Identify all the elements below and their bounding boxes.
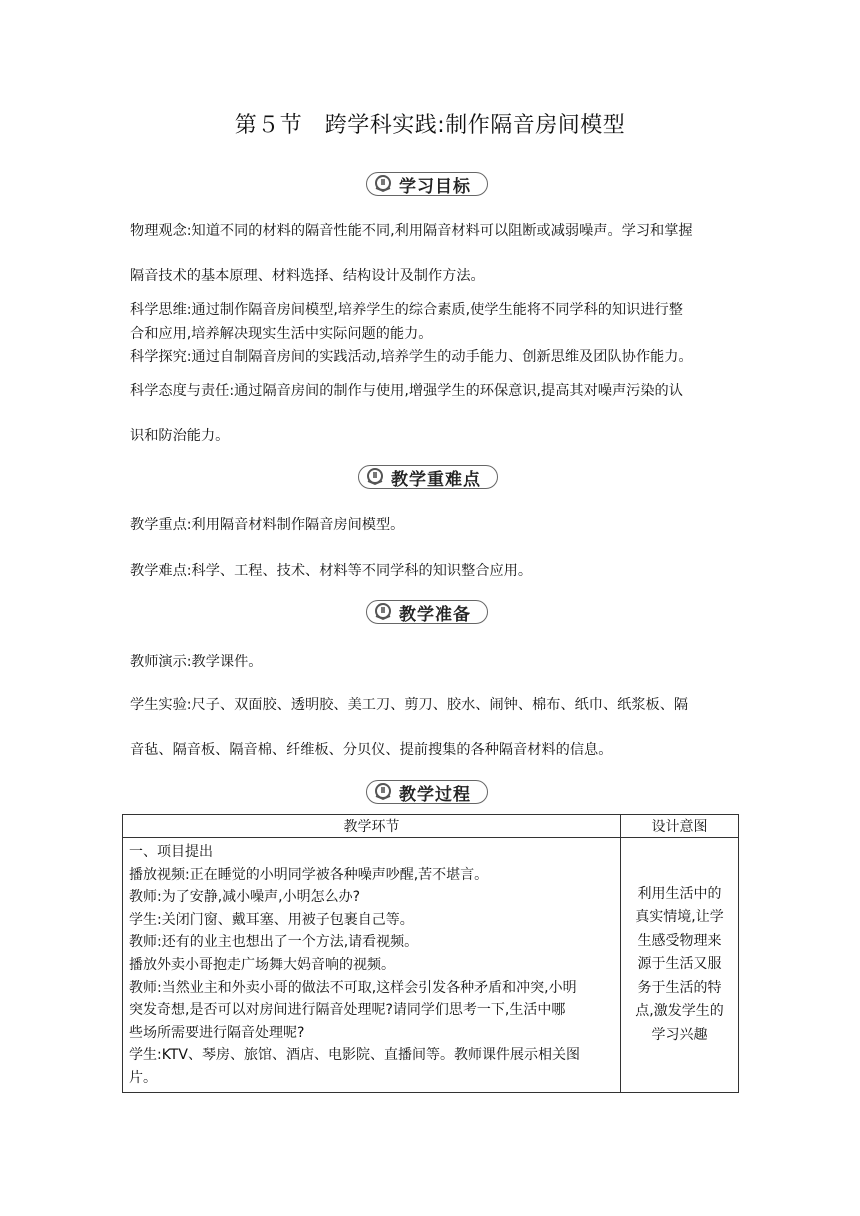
section-badge-process — [366, 780, 488, 804]
table-row — [123, 838, 739, 1093]
goal-line-3: 科学思维:通过制作隔音房间模型,培养学生的综合素质,使学生能将不同学科的知识进行整 — [130, 302, 683, 318]
stage-line: 播放外卖小哥抱走广场舞大妈音响的视频。 — [129, 956, 395, 973]
keypoint-line-1: 教学重点:利用隔音材料制作隔音房间模型。 — [130, 517, 405, 533]
teaching-stage-cell — [123, 838, 621, 1093]
stage-line: 播放视频:正在睡觉的小明同学被各种噪声吵醒,苦不堪言。 — [129, 866, 489, 883]
teaching-process-table — [122, 814, 739, 1093]
intent-line: 利用生活中的 — [637, 885, 722, 902]
intent-line: 生感受物理来 — [637, 932, 722, 949]
goal-line-4: 合和应用,培养解决现实生活中实际问题的能力。 — [130, 326, 433, 342]
intent-line: 源于生活又服 — [637, 956, 722, 973]
prep-line-3: 音毡、隔音板、隔音棉、纤维板、分贝仪、提前搜集的各种隔音材料的信息。 — [130, 742, 613, 758]
section-badge-keypoints — [358, 465, 498, 489]
intent-line: 真实情境,让学 — [635, 909, 724, 926]
intent-line: 点,激发学生的 — [635, 1003, 724, 1020]
goal-line-1: 物理观念:知道不同的材料的隔音性能不同,利用隔音材料可以阻断或减弱噪声。学习和掌握 — [130, 223, 693, 239]
keypoint-line-2: 教学难点:科学、工程、技术、材料等不同学科的知识整合应用。 — [130, 563, 533, 579]
section-badge-prep — [366, 600, 488, 624]
page-title: 第５节 跨学科实践:制作隔音房间模型 — [234, 113, 626, 138]
section-title-goals: 学习目标 — [399, 176, 471, 197]
book-icon — [373, 783, 393, 801]
stage-line: 教师:为了安静,减小噪声,小明怎么办? — [129, 889, 361, 906]
goal-line-5: 科学探究:通过自制隔音房间的实践活动,培养学生的动手能力、创新思维及团队协作能力。 — [130, 349, 693, 365]
stage-line: 学生:KTV、琴房、旅馆、酒店、电影院、直播间等。教师课件展示相关图 — [129, 1047, 580, 1064]
book-icon — [365, 468, 385, 486]
prep-line-2: 学生实验:尺子、双面胶、透明胶、美工刀、剪刀、胶水、闹钟、棉布、纸巾、纸浆板、隔 — [130, 697, 689, 713]
stage-line: 一、项目提出 — [129, 844, 213, 860]
stage-line: 教师:还有的业主也想出了一个方法,请看视频。 — [129, 934, 419, 951]
stage-line: 片。 — [129, 1069, 157, 1086]
design-intent-cell — [621, 838, 739, 1093]
intent-line: 学习兴趣 — [651, 1026, 708, 1043]
stage-line: 突发奇想,是否可以对房间进行隔音处理呢?请同学们思考一下,生活中哪 — [129, 1002, 566, 1019]
table-header-row — [123, 815, 739, 838]
goal-line-2: 隔音技术的基本原理、材料选择、结构设计及制作方法。 — [130, 268, 485, 284]
goal-line-6: 科学态度与责任:通过隔音房间的制作与使用,增强学生的环保意识,提高其对噪声污染的认 — [130, 383, 683, 399]
section-title-keypoints: 教学重难点 — [391, 469, 481, 490]
prep-line-1: 教师演示:教学课件。 — [130, 654, 263, 670]
intent-line: 务于生活的特 — [637, 979, 722, 996]
stage-line: 些场所需要进行隔音处理呢? — [129, 1024, 305, 1041]
book-icon — [373, 175, 393, 193]
section-badge-goals — [366, 172, 488, 196]
section-title-process: 教学过程 — [399, 784, 471, 805]
stage-line: 学生:关闭门窗、戴耳塞、用被子包裹自己等。 — [129, 911, 414, 928]
section-title-prep: 教学准备 — [399, 604, 471, 625]
header-teaching-stage: 教学环节 — [123, 815, 621, 838]
stage-line: 教师:当然业主和外卖小哥的做法不可取,这样会引发各种矛盾和冲突,小明 — [129, 979, 577, 996]
header-design-intent: 设计意图 — [621, 815, 739, 838]
book-icon — [373, 603, 393, 621]
goal-line-7: 识和防治能力。 — [130, 428, 230, 444]
